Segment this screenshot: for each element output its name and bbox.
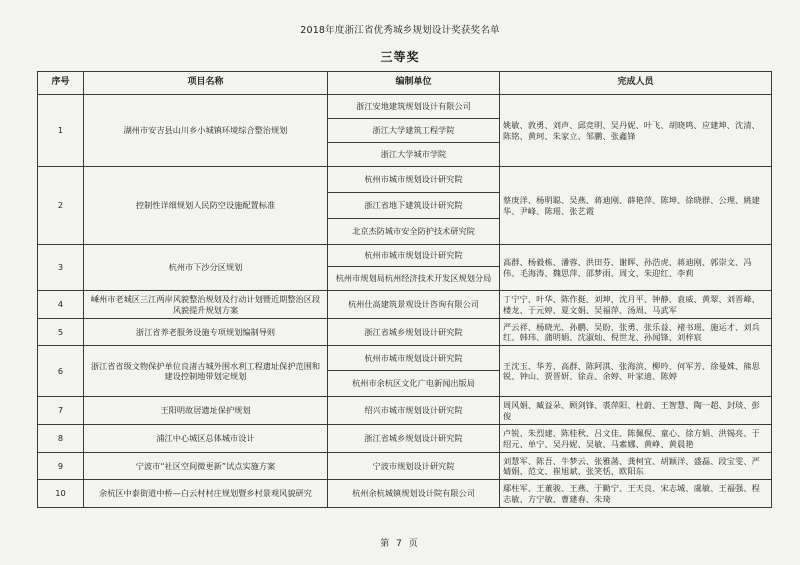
team-members: 姚敏、敦勇、刘声、邱竞明、吴丹妮、叶飞、胡晓鸣、应建坤、沈清、陈铭、黄珂、朱家立、邹鹏、张鑫锋 [500, 95, 772, 167]
row-number: 9 [38, 453, 84, 480]
compiling-unit: 浙江省地下建筑设计研究院 [328, 193, 500, 219]
table-row [38, 245, 772, 267]
compiling-unit: 杭州市城市规划设计研究院 [328, 245, 500, 267]
team-members: 周风娟、臧益朵、顾剑锋、裘萍阳、杜蔚、王智慧、陶一超、封琰、彭俊 [500, 397, 772, 425]
project-name: 嵊州市老城区三江两岸风貌整治规划及行动计划暨近期整治区段风貌提升规划方案 [84, 291, 328, 319]
project-name: 控制性详细规划人民防空设施配置标准 [84, 167, 328, 245]
table-row [38, 453, 772, 480]
compiling-unit: 浙江省城乡规划设计研究院 [328, 319, 500, 346]
project-name: 宁波市“社区空间微更新”试点实施方案 [84, 453, 328, 480]
compiling-unit: 绍兴市城市规划设计研究院 [328, 397, 500, 425]
table-header-row [38, 72, 772, 95]
team-members: 刘慧军、陈吾、牛梦云、张雅菡、龚柯宜、胡颖洋、盛磊、段宝雯、严婧娟、范文、崔旭斌、张笑恬、欧阳东 [500, 453, 772, 480]
compiling-unit: 杭州市规划局杭州经济技术开发区规划分局 [328, 267, 500, 291]
compiling-unit: 杭州市余杭区文化广电新闻出版局 [328, 371, 500, 397]
compiling-unit: 浙江安地建筑规划设计有限公司 [328, 95, 500, 119]
header-people: 完成人员 [500, 72, 772, 95]
compiling-unit: 杭州余杭城镇规划设计院有限公司 [328, 480, 500, 508]
compiling-unit: 杭州市城市规划设计研究院 [328, 167, 500, 193]
table-row [38, 167, 772, 193]
row-number: 10 [38, 480, 84, 508]
project-name: 杭州市下沙分区规划 [84, 245, 328, 291]
table-row [38, 95, 772, 119]
compiling-unit: 北京杰防城市安全防护技术研究院 [328, 219, 500, 245]
table-row [38, 397, 772, 425]
team-members: 蔡庚洋、杨明聪、吴燕、蒋迪刚、薛艳萍、陈坤、徐晓群、公理、姚建华、尹峰、陈瑶、张艺霞 [500, 167, 772, 245]
table-row [38, 291, 772, 319]
team-members: 鄢柱军、王董骏、王燕、于勤宁、王天良、宋志城、虞敏、王福强、程志敏、方宁敏、曹建春、朱琦 [500, 480, 772, 508]
table-row [38, 425, 772, 453]
row-number: 6 [38, 346, 84, 397]
row-number: 1 [38, 95, 84, 167]
document-title: 2018年度浙江省优秀城乡规划设计奖获奖名单 [300, 25, 500, 36]
header-no: 序号 [38, 72, 84, 95]
row-number: 7 [38, 397, 84, 425]
table-row [38, 346, 772, 371]
compiling-unit: 宁波市规划设计研究院 [328, 453, 500, 480]
project-name: 王阳明故居遗址保护规划 [84, 397, 328, 425]
row-number: 8 [38, 425, 84, 453]
award-level-title: 三等奖 [380, 50, 420, 64]
table-row [38, 319, 772, 346]
team-members: 高群、杨毅栋、潘蓉、洪田芬、谢晖、孙浩虎、蒋迪刚、郭崇文、冯伟、毛海涛、魏思萍、邵梦雨、周文、朱迎红、李莉 [500, 245, 772, 291]
row-number: 2 [38, 167, 84, 245]
page-number: 第 7 页 [380, 539, 420, 549]
header-project: 项目名称 [84, 72, 328, 95]
row-number: 4 [38, 291, 84, 319]
row-number: 3 [38, 245, 84, 291]
project-name: 浦江中心城区总体城市设计 [84, 425, 328, 453]
project-name: 湖州市安吉县山川乡小城镇环境综合整治规划 [84, 95, 328, 167]
project-name: 余杭区中泰街道中桥—白云村村庄规划暨乡村景观风貌研究 [84, 480, 328, 508]
compiling-unit: 杭州市城市规划设计研究院 [328, 346, 500, 371]
project-name: 浙江省省级文物保护单位良渚古城外围水利工程遗址保护范围和建设控制地带划定规划 [84, 346, 328, 397]
compiling-unit: 浙江大学建筑工程学院 [328, 119, 500, 143]
compiling-unit: 杭州仕高建筑景观设计咨询有限公司 [328, 291, 500, 319]
team-members: 卢锐、朱烈建、陈桂秋、吕文佳、陈佩倪、童心、徐方娟、洪锡亮、于绍元、单宁、吴丹妮、吴敏、马素娜、黄峥、黄晨艳 [500, 425, 772, 453]
compiling-unit: 浙江大学城市学院 [328, 143, 500, 167]
team-members: 王沈玉、华芳、高群、陈阿淇、张海滨、柳吟、何军芳、徐曼姝、熊思锐、钟山、贾晋妍、徐垚、余婷、叶家迪、陈婷 [500, 346, 772, 397]
header-unit: 编制单位 [328, 72, 500, 95]
team-members: 丁宁宁、叶华、陈作挺、刘坤、沈月平、钟静、袁威、黄翠、刘晋峰、楼龙、于元婷、夏文娟、吴福萍、汤周、马武军 [500, 291, 772, 319]
row-number: 5 [38, 319, 84, 346]
project-name: 浙江省养老服务设施专项规划编制导则 [84, 319, 328, 346]
awards-table [37, 71, 772, 508]
compiling-unit: 浙江省城乡规划设计研究院 [328, 425, 500, 453]
team-members: 严云祥、杨晓光、孙鹏、吴盼、张勇、张乐益、褚书瑶、施运才、刘兵红、韩玮、蒲明娟、沈淑灿、倪世龙、孙闻锋、刘梓宸 [500, 319, 772, 346]
table-row [38, 480, 772, 508]
